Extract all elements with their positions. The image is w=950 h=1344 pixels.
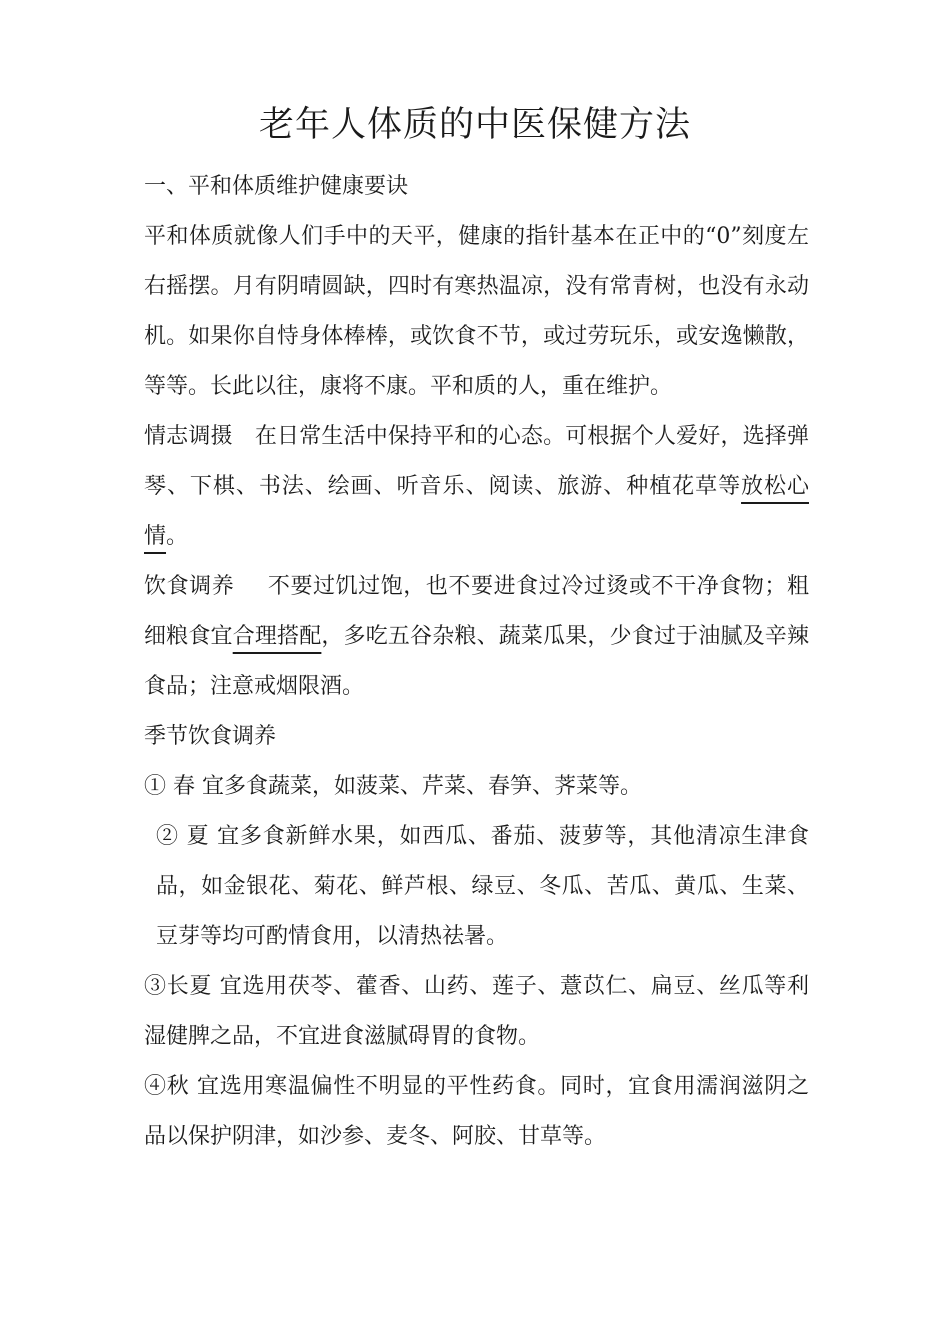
document-body — [144, 162, 809, 1162]
emotion-text-end: 。 — [166, 524, 189, 549]
seasonal-heading: 季节饮食调养 — [144, 724, 277, 749]
emotion-label: 情志调摄 — [144, 424, 233, 449]
document-title: 老年人体质的中医保健方法 — [258, 105, 691, 145]
intro-paragraph: 平和体质就像人们手中的天平，健康的指针基本在正中的“0”刻度左右摇摆。月有阴晴圆缺，四时有寒热温凉，没有常青树，也没有永动机。如果你自恃身体棒棒，或饮食不节，或过劳玩乐，或安逸懒散，等等。长此以往，康将不康。平和质的人，重在维护。 — [144, 224, 809, 399]
diet-paragraph — [144, 562, 809, 712]
emotion-text: 在日常生活中保持平和的心态。可根据个人爱好，选择弹琴、下棋、书法、绘画、听音乐、阅读、旅游、种植花草等 — [144, 424, 809, 499]
season-spring: ① 春 宜多食蔬菜，如菠菜、芹菜、春笋、荠菜等。 — [144, 774, 642, 799]
diet-underlined-text: 合理搭配 — [232, 624, 322, 649]
season-autumn: ④秋 宜选用寒温偏性不明显的平性药食。同时，宜食用濡润滋阴之品以保护阴津，如沙参、麦冬、阿胶、甘草等。 — [144, 1074, 809, 1149]
section-heading: 一、平和体质维护健康要诀 — [144, 174, 409, 199]
season-late-summer: ③长夏 宜选用茯苓、藿香、山药、莲子、薏苡仁、扁豆、丝瓜等利湿健脾之品，不宜进食滋腻碍胃的食物。 — [144, 974, 809, 1049]
emotion-underlined-text: 放松心情 — [144, 474, 809, 549]
season-summer: ② 夏 宜多食新鲜水果，如西瓜、番茄、菠萝等，其他清凉生津食品，如金银花、菊花、鲜芦根、绿豆、冬瓜、苦瓜、黄瓜、生菜、豆芽等均可酌情食用，以清热祛暑。 — [156, 824, 809, 949]
diet-text: 不要过饥过饱，也不要进食过冷过烫或不干净食物；粗细粮食宜 — [144, 574, 809, 649]
diet-text-end: ，多吃五谷杂粮、蔬菜瓜果，少食过于油腻及辛辣食品；注意戒烟限酒。 — [144, 624, 809, 699]
diet-label: 饮食调养 — [144, 574, 235, 599]
emotion-paragraph — [144, 412, 809, 562]
